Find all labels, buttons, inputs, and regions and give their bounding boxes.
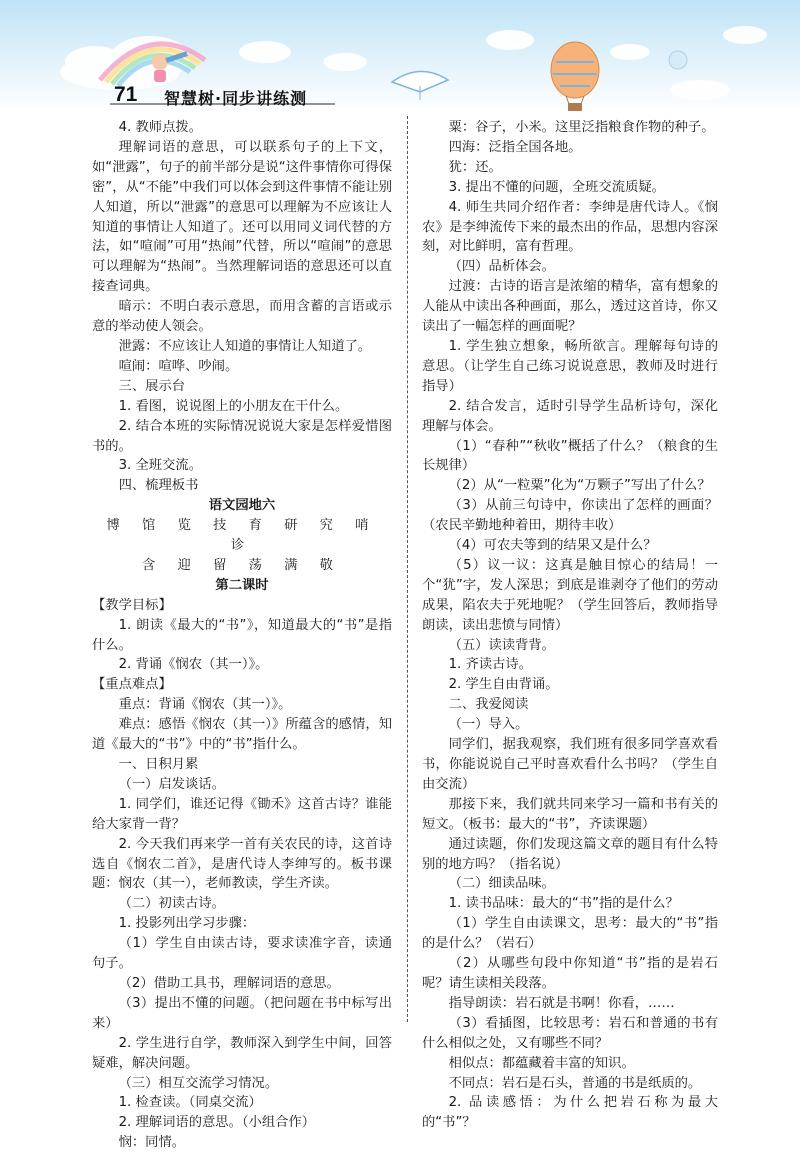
left-column-line: （2）借助工具书，理解词语的意思。 [118,975,340,991]
left-column-line: （三）相互交流学习情况。 [118,1075,279,1091]
column-divider [407,116,408,1022]
left-column-line: 2. 理解词语的意思。（小组合作） [118,1115,316,1131]
right-column-line: （1）“春种”“秋收”概括了什么？（粮食的生长规律） [422,438,718,474]
right-column-line: 2. 结合发言，适时引导学生品析诗句，深化理解与体会。 [422,398,718,434]
left-column-line: 第二课时 [215,577,269,593]
left-column-line: 喧闹：喧哗、吵闹。 [118,358,239,374]
right-column-line: （3）从前三句诗中，你读出了怎样的画面？（农民辛勤地种着田，期待丰收） [422,498,718,534]
left-column-line: 一、日积月累 [118,757,199,772]
sun-icon [669,51,687,69]
left-column-line: 三、展示台 [118,378,186,394]
right-column-line: （2）从哪些句段中你知道“书”指的是岩石呢？请生读相关段落。 [422,956,718,991]
right-column-line: 相似点：都蕴藏着丰富的知识。 [448,1055,635,1071]
left-column-line: （3）提出不懂的问题。（把问题在书中标写出来） [92,995,392,1031]
left-column-line: 难点：感悟《悯农（其一）》所蕴含的感情，知道《最大的“书”》中的“书”指什么。 [92,717,392,753]
page-header [0,0,800,112]
right-column-line: 那接下来，我们就共同来学习一篇和书有关的短文。（板书：最大的“书”，齐读课题） [422,796,718,832]
right-column-line: 犹：还。 [448,159,502,175]
left-column-line: 四、梳理板书 [118,478,199,494]
right-column-line: （2）从“一粒粟”化为“万颗子”写出了什么？ [448,478,711,494]
left-column-line: 2. 结合本班的实际情况说说大家是怎样爱惜图书的。 [92,418,392,454]
book-title: 智慧树·同步讲练测 [164,89,308,108]
right-column [422,118,718,1133]
right-column-line: 1. 齐读古诗。 [448,657,532,673]
right-column-line: 同学们，据我观察，我们班有很多同学喜欢看书，你能说说自己平时喜欢看什么书吗？（学生自由交流） [422,737,718,792]
left-column-line: 【教学目标】 [92,597,172,613]
right-column-line: （4）可农夫等到的结果又是什么？ [448,538,657,554]
right-column-line: 过渡：古诗的语言是浓缩的精华，富有想象的人能从中读出各种画面，那么，透过这首诗，你又读出了一幅怎样的画面呢？ [422,279,718,335]
right-column-line: 指导朗读：岩石就是书啊！你看，…… [448,995,675,1011]
left-column-line: 博 馆 览 技 育 研 究 哨 诊 [106,518,378,554]
right-column-line: 粟：谷子，小米。这里泛指粮食作物的种子。 [448,120,715,135]
right-column-line: 1. 读书品味：最大的“书”指的是什么？ [448,896,679,912]
right-column-line: （3）看插图，比较思考：岩石和普通的书有什么相似之处，又有哪些不同？ [422,1015,718,1051]
left-column-line: 2. 今天我们再来学一首有关农民的诗，这首诗选自《悯农二首》，是唐代诗人李绅写的。板书课题：悯农（其一），老师教读，学生齐读。 [92,836,392,892]
left-column-line: 1. 看图，说说图上的小朋友在干什么。 [118,398,349,414]
right-column-line: 4. 师生共同介绍作者：李绅是唐代诗人。《悯农》是李绅流传下来的最杰出的作品，思想内容深刻，对比鲜明，富有哲理。 [422,199,718,255]
left-column-line: 2. 背诵《悯农（其一）》。 [118,657,269,673]
right-column-line: （一）导入。 [448,717,529,733]
right-column-line: 通过读题，你们发现这篇文章的题目有什么特别的地方吗？（指名说） [422,836,718,872]
left-column-line: 重点：背诵《悯农（其一）》。 [118,697,292,713]
right-column-line: 不同点：岩石是石头，普通的书是纸质的。 [448,1075,702,1091]
left-column-line: 暗示：不明白表示意思，而用含蓄的言语或示意的举动使人领会。 [92,299,392,335]
right-column-line: （1）学生自由读课文，思考：最大的“书”指的是什么？（岩石） [422,916,718,952]
left-column-line: 2. 学生进行自学，教师深入到学生中间，回答疑难，解决问题。 [92,1035,392,1071]
right-column-line: 2. 学生自由背诵。 [448,677,559,693]
left-column-line: 语文园地六 [208,498,276,514]
left-column-line: 1. 投影列出学习步骤： [118,916,256,932]
right-column-line: 3. 提出不懂的问题，全班交流质疑。 [448,179,665,195]
left-column-line: （一）启发谈话。 [118,776,225,792]
right-column-line: （5）议一议：这真是触目惊心的结局！一个“犹”字，发人深思；到底是谁剥夺了他们的劳动成果，陷农夫于死地呢？（学生回答后，教师指导朗读，读出悲愤与同情） [422,557,718,633]
left-column-line: 理解词语的意思，可以联系句子的上下文，如“泄露”，句子的前半部分是说“这件事情你可得保密”，从“不能”中我们可以体会到这件事情不能让别人知道，所以“泄露”的意思可以理解为不应该让人知道的事情让人知道了。还可以用同义词代替的方法，如“喧闹”可用“热闹”代替，所以“喧闹”的意思可以理解为“热闹”。当然理解词语的意思还可以直接查词典。 [92,139,392,295]
left-column-line: （1）学生自由读古诗，要求读准字音，读通句子。 [92,936,392,972]
left-column-line: 3. 全班交流。 [118,458,202,474]
left-column-line: 含 迎 留 荡 满 敬 [142,557,342,573]
left-column-line: （二）初读古诗。 [118,896,225,912]
left-column-line: 1. 检查读。（同桌交流） [118,1095,262,1111]
left-column-line: 1. 同学们，谁还记得《锄禾》这首古诗？谁能给大家背一背？ [92,796,392,832]
left-column-line: 1. 朗读《最大的“书”》，知道最大的“书”是指什么。 [92,617,392,653]
right-column-line: 二、我爱阅读 [448,697,529,713]
left-column [92,118,392,1153]
left-column-line: 4. 教师点拨。 [118,120,202,135]
right-column-line: （四）品析体会。 [448,259,555,275]
right-column-line: （五）读读背背。 [448,637,555,653]
right-column-line: （二）细读品味。 [448,876,555,892]
left-column-line: 泄露：不应该让人知道的事情让人知道了。 [118,338,372,354]
right-column-line: 1. 学生独立想象，畅所欲言。理解每句诗的意思。（让学生自己练习说说意思，教师及时进行指导） [422,338,718,394]
left-column-line: 悯：同情。 [118,1135,186,1151]
right-column-line: 四海：泛指全国各地。 [448,139,582,155]
left-column-line: 【重点难点】 [92,677,172,693]
page-number: 71 [114,83,138,106]
right-column-line: 2. 品读感悟：为什么把岩石称为最大的“书”？ [422,1095,718,1131]
